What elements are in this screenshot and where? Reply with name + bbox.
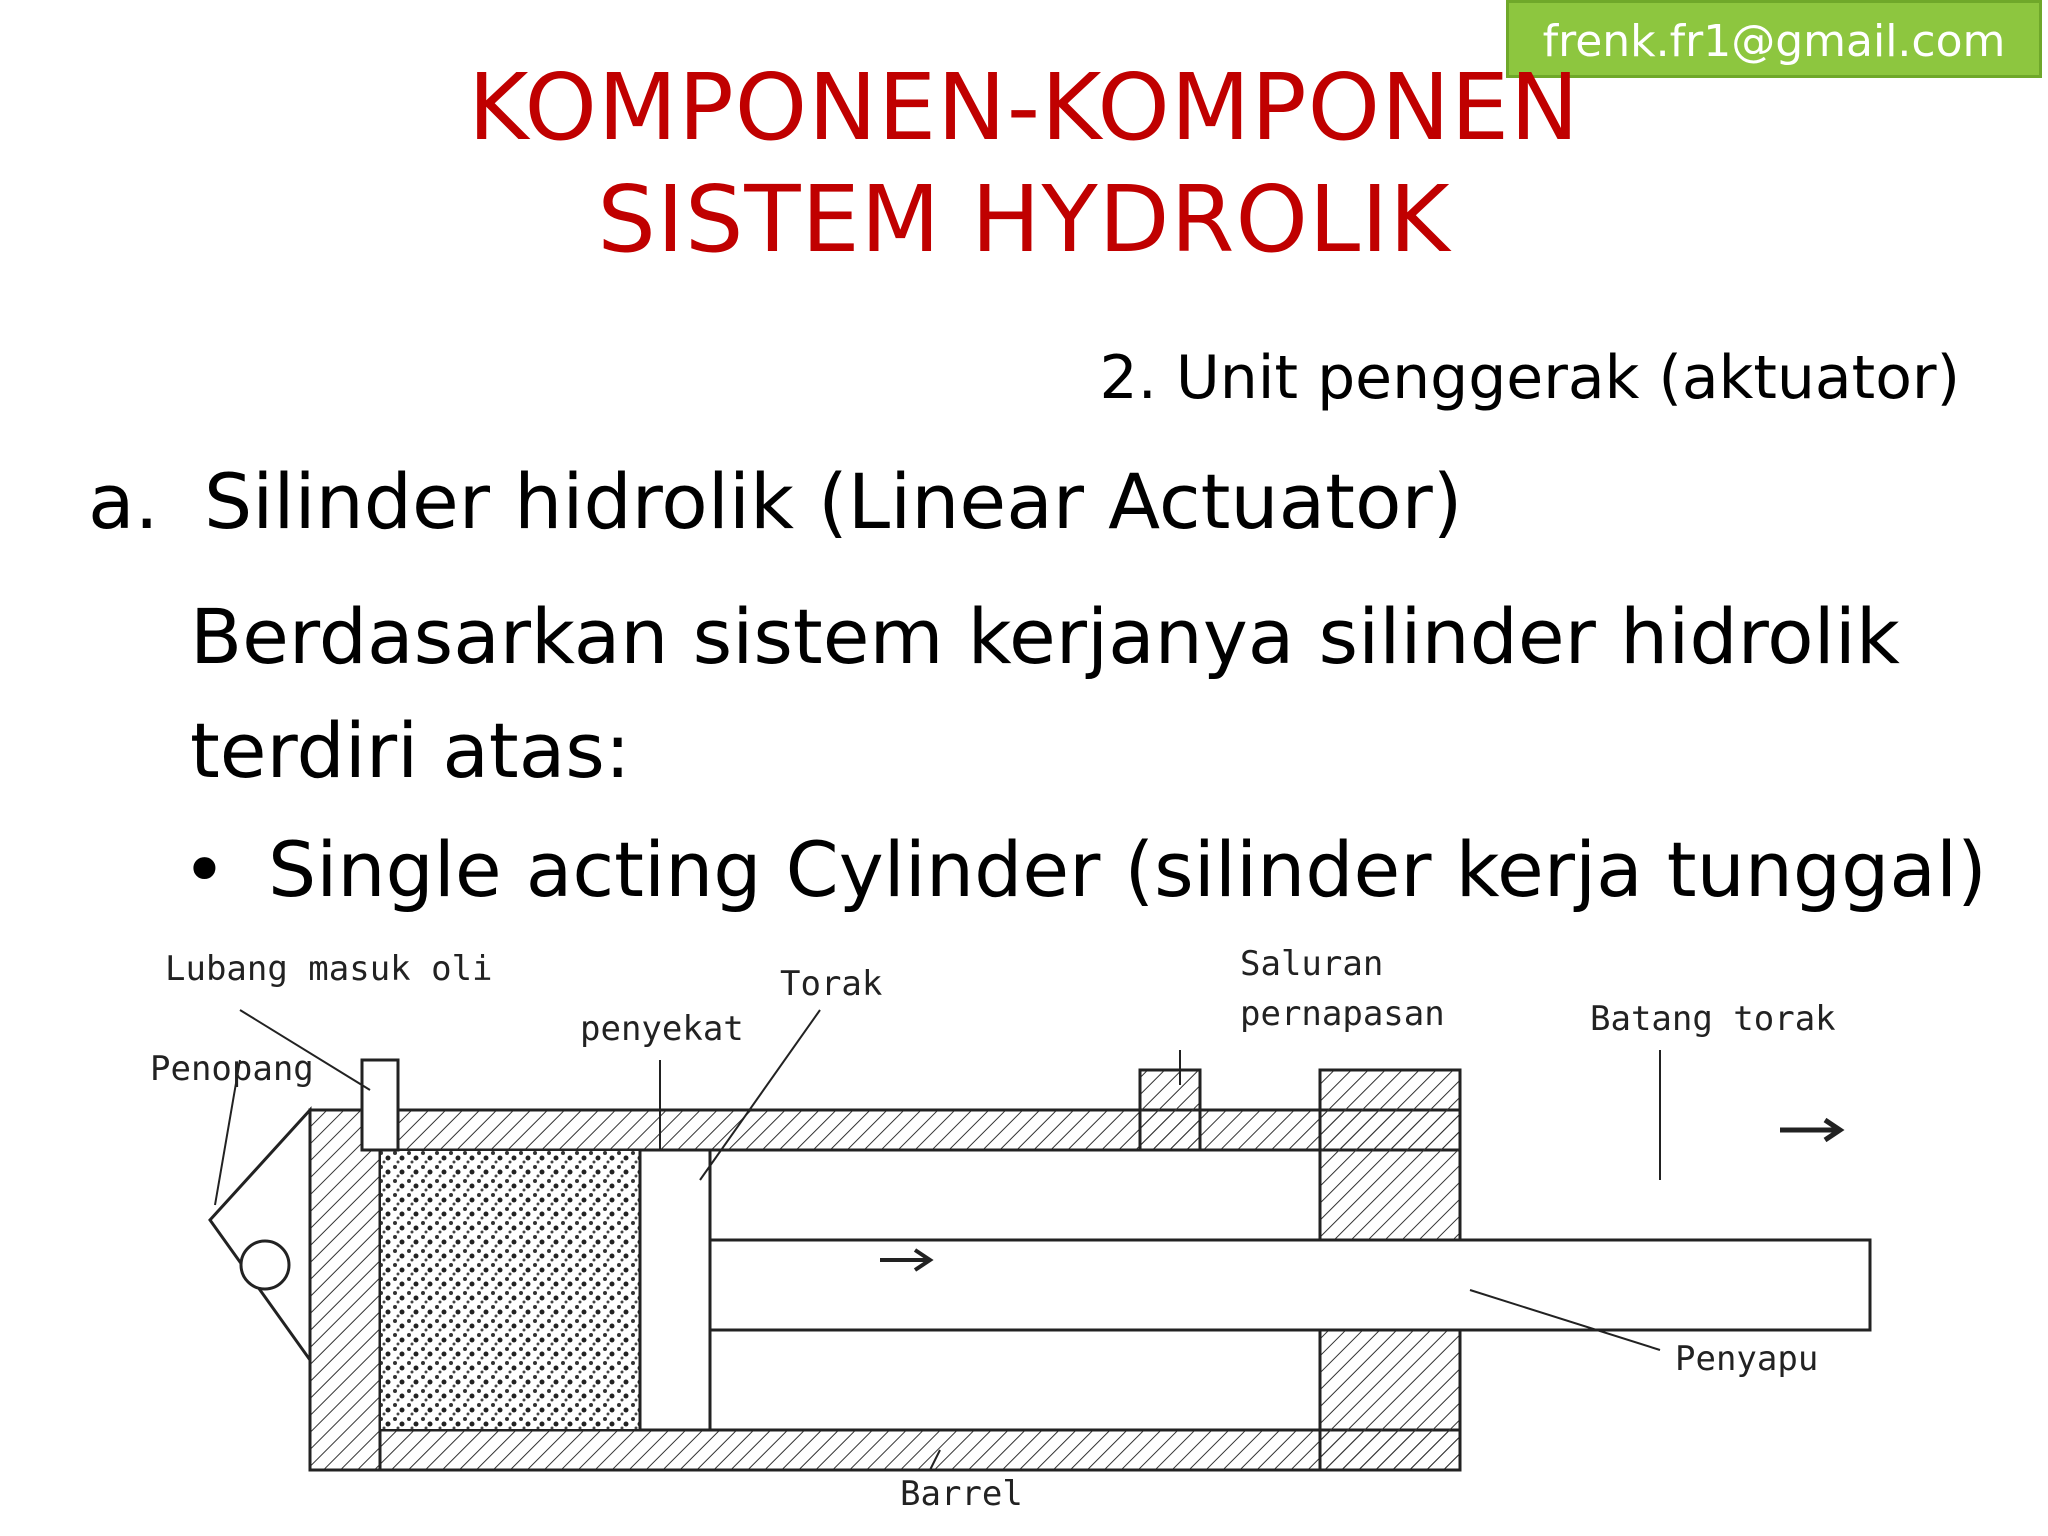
label-piston: Torak (780, 964, 883, 1004)
oil-chamber (380, 1150, 640, 1430)
label-breather-line2: pernapasan (1240, 994, 1445, 1034)
bullet-item (182, 820, 1987, 920)
bullet-text: Single acting Cylinder (silinder kerja tunggal) (268, 825, 1987, 914)
label-seal: penyekat (580, 1009, 744, 1049)
breather-block (1140, 1070, 1200, 1150)
bullet-symbol: • (182, 825, 227, 914)
email-badge: frenk.fr1@gmail.com (1506, 0, 2042, 78)
list-marker: a. (88, 457, 159, 546)
label-barrel: Barrel (900, 1474, 1023, 1514)
front-gland-top (1320, 1070, 1460, 1240)
barrel-top-wall (380, 1110, 1460, 1150)
slide-title (0, 52, 2048, 276)
list-item-text: Silinder hidrolik (Linear Actuator) (204, 457, 1463, 546)
title-line-2: SISTEM HYDROLIK (597, 166, 1451, 273)
label-wiper: Penyapu (1675, 1339, 1819, 1379)
end-cap (310, 1110, 380, 1470)
title-line-1: KOMPONEN-KOMPONEN (468, 54, 1580, 161)
mounting-hole (241, 1241, 289, 1289)
list-item-a (88, 452, 1462, 552)
piston (640, 1150, 710, 1430)
rod-arrow-icon (1780, 1120, 1840, 1140)
section-subtitle: 2. Unit penggerak (aktuator) (1099, 343, 1960, 413)
label-rod: Batang torak (1590, 999, 1836, 1039)
piston-rod (710, 1240, 1870, 1330)
front-gland-bottom (1320, 1330, 1460, 1470)
label-inlet: Lubang masuk oli (165, 949, 493, 989)
description-paragraph: Berdasarkan sistem kerjanya silinder hidrolik terdiri atas: (190, 592, 1900, 795)
barrel-bottom-wall (380, 1430, 1460, 1470)
cylinder-diagram (140, 940, 1920, 1520)
label-breather-line1: Saluran (1240, 944, 1384, 984)
oil-inlet-port (362, 1060, 398, 1150)
cylinder-diagram-svg (140, 940, 1920, 1520)
label-support: Penopang (150, 1049, 314, 1089)
